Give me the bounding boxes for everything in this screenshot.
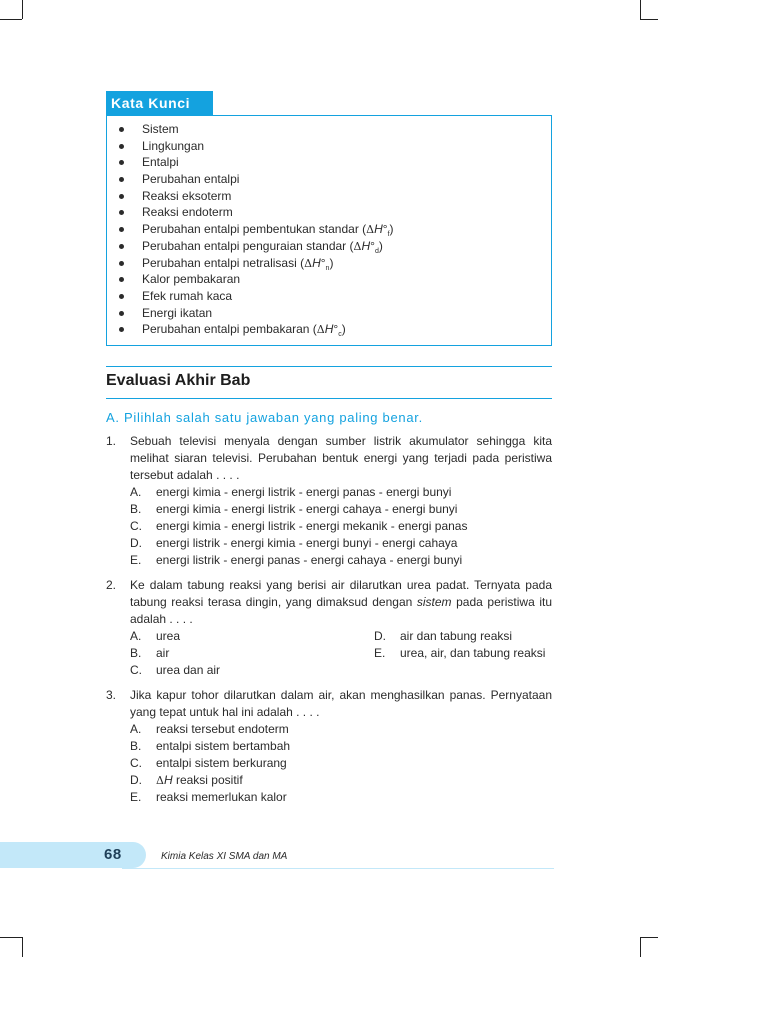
heading-rule-bottom bbox=[106, 398, 552, 399]
answer-option[interactable]: C. entalpi sistem berkurang bbox=[130, 756, 287, 770]
answer-option[interactable]: B. entalpi sistem bertambah bbox=[130, 739, 291, 753]
crop-mark bbox=[0, 937, 22, 938]
question-number: 2. bbox=[106, 578, 117, 592]
keyword-item: Perubahan entalpi pembentukan standar $(\Delta H^\circ_f)$ bbox=[107, 221, 551, 238]
book-title: Kimia Kelas XI SMA dan MA bbox=[161, 851, 288, 862]
answer-option[interactable]: B. energi kimia - energi listrik - energi cahaya - energi bunyi bbox=[130, 502, 458, 516]
answer-options bbox=[130, 721, 552, 806]
page-number: 68 bbox=[104, 846, 122, 863]
answer-option[interactable]: C. urea dan air bbox=[130, 663, 221, 677]
crop-mark bbox=[640, 937, 641, 957]
crop-mark bbox=[640, 937, 658, 938]
keyword-item: Reaksi endoterm bbox=[107, 204, 551, 221]
keyword-item: Efek rumah kaca bbox=[107, 288, 551, 305]
answer-option[interactable]: B. air bbox=[130, 646, 170, 660]
question-2 bbox=[106, 577, 552, 679]
keyword-item: Perubahan entalpi pembakaran $(\Delta H^\circ_c)$ bbox=[107, 321, 551, 338]
keywords-box bbox=[106, 115, 552, 346]
answer-option[interactable]: C. energi kimia - energi listrik - energi mekanik - energi panas bbox=[130, 519, 468, 533]
answer-option[interactable]: A. urea bbox=[130, 629, 181, 643]
footer-rule bbox=[122, 868, 554, 869]
keyword-item: Perubahan entalpi netralisasi $(\Delta H^\circ_n)$ bbox=[107, 255, 551, 272]
section-a-heading: A. Pilihlah salah satu jawaban yang paling benar. bbox=[106, 410, 423, 425]
evaluation-title: Evaluasi Akhir Bab bbox=[106, 372, 251, 389]
question-text: Jika kapur tohor dilarutkan dalam air, akan menghasilkan panas. Pernyataan yang tepat untuk hal ini adalah . . . . bbox=[130, 688, 552, 719]
question-text: Ke dalam tabung reaksi yang berisi air dilarutkan urea padat. Ternyata pada tabung reaksi terasa dingin, yang dimaksud dengan sistem pada peristiwa itu adalah . . . . bbox=[130, 578, 552, 626]
keywords-title: Kata Kunci bbox=[106, 91, 213, 115]
crop-mark bbox=[0, 19, 22, 20]
question-3 bbox=[106, 687, 552, 806]
answer-option[interactable]: D. air dan tabung reaksi bbox=[374, 629, 513, 643]
answer-option[interactable]: A. energi kimia - energi listrik - energi panas - energi bunyi bbox=[130, 485, 452, 499]
question-1 bbox=[106, 433, 552, 569]
keyword-item: Reaksi eksoterm bbox=[107, 188, 551, 205]
keyword-item: Lingkungan bbox=[107, 138, 551, 155]
question-number: 1. bbox=[106, 434, 117, 448]
answer-options bbox=[130, 628, 552, 679]
keyword-item: Kalor pembakaran bbox=[107, 271, 551, 288]
keyword-item: Perubahan entalpi bbox=[107, 171, 551, 188]
heading-rule-top bbox=[106, 366, 552, 367]
keyword-item: Perubahan entalpi penguraian standar $(\Delta H^\circ_d)$ bbox=[107, 238, 551, 255]
crop-mark bbox=[640, 0, 641, 19]
answer-options bbox=[130, 484, 552, 569]
keyword-item: Sistem bbox=[107, 121, 551, 138]
answer-option[interactable]: E. energi listrik - energi panas - energi cahaya - energi bunyi bbox=[130, 553, 463, 567]
crop-mark bbox=[640, 19, 658, 20]
keyword-item: Energi ikatan bbox=[107, 305, 551, 322]
answer-option[interactable]: A. reaksi tersebut endoterm bbox=[130, 722, 289, 736]
keywords-list bbox=[107, 121, 551, 338]
answer-option[interactable]: D. ΔH reaksi positif bbox=[130, 773, 243, 787]
footer-tab bbox=[0, 842, 146, 868]
answer-option[interactable]: D. energi listrik - energi kimia - energi bunyi - energi cahaya bbox=[130, 536, 458, 550]
keyword-item: Entalpi bbox=[107, 154, 551, 171]
answer-option[interactable]: E. urea, air, dan tabung reaksi bbox=[374, 646, 546, 660]
crop-mark bbox=[22, 0, 23, 19]
answer-option[interactable]: E. reaksi memerlukan kalor bbox=[130, 790, 287, 804]
question-number: 3. bbox=[106, 688, 117, 702]
question-text: Sebuah televisi menyala dengan sumber listrik akumulator sehingga kita melihat siaran televisi. Perubahan bentuk energi yang terjadi pada peristiwa tersebut adalah . . . . bbox=[130, 434, 552, 482]
crop-mark bbox=[22, 937, 23, 957]
